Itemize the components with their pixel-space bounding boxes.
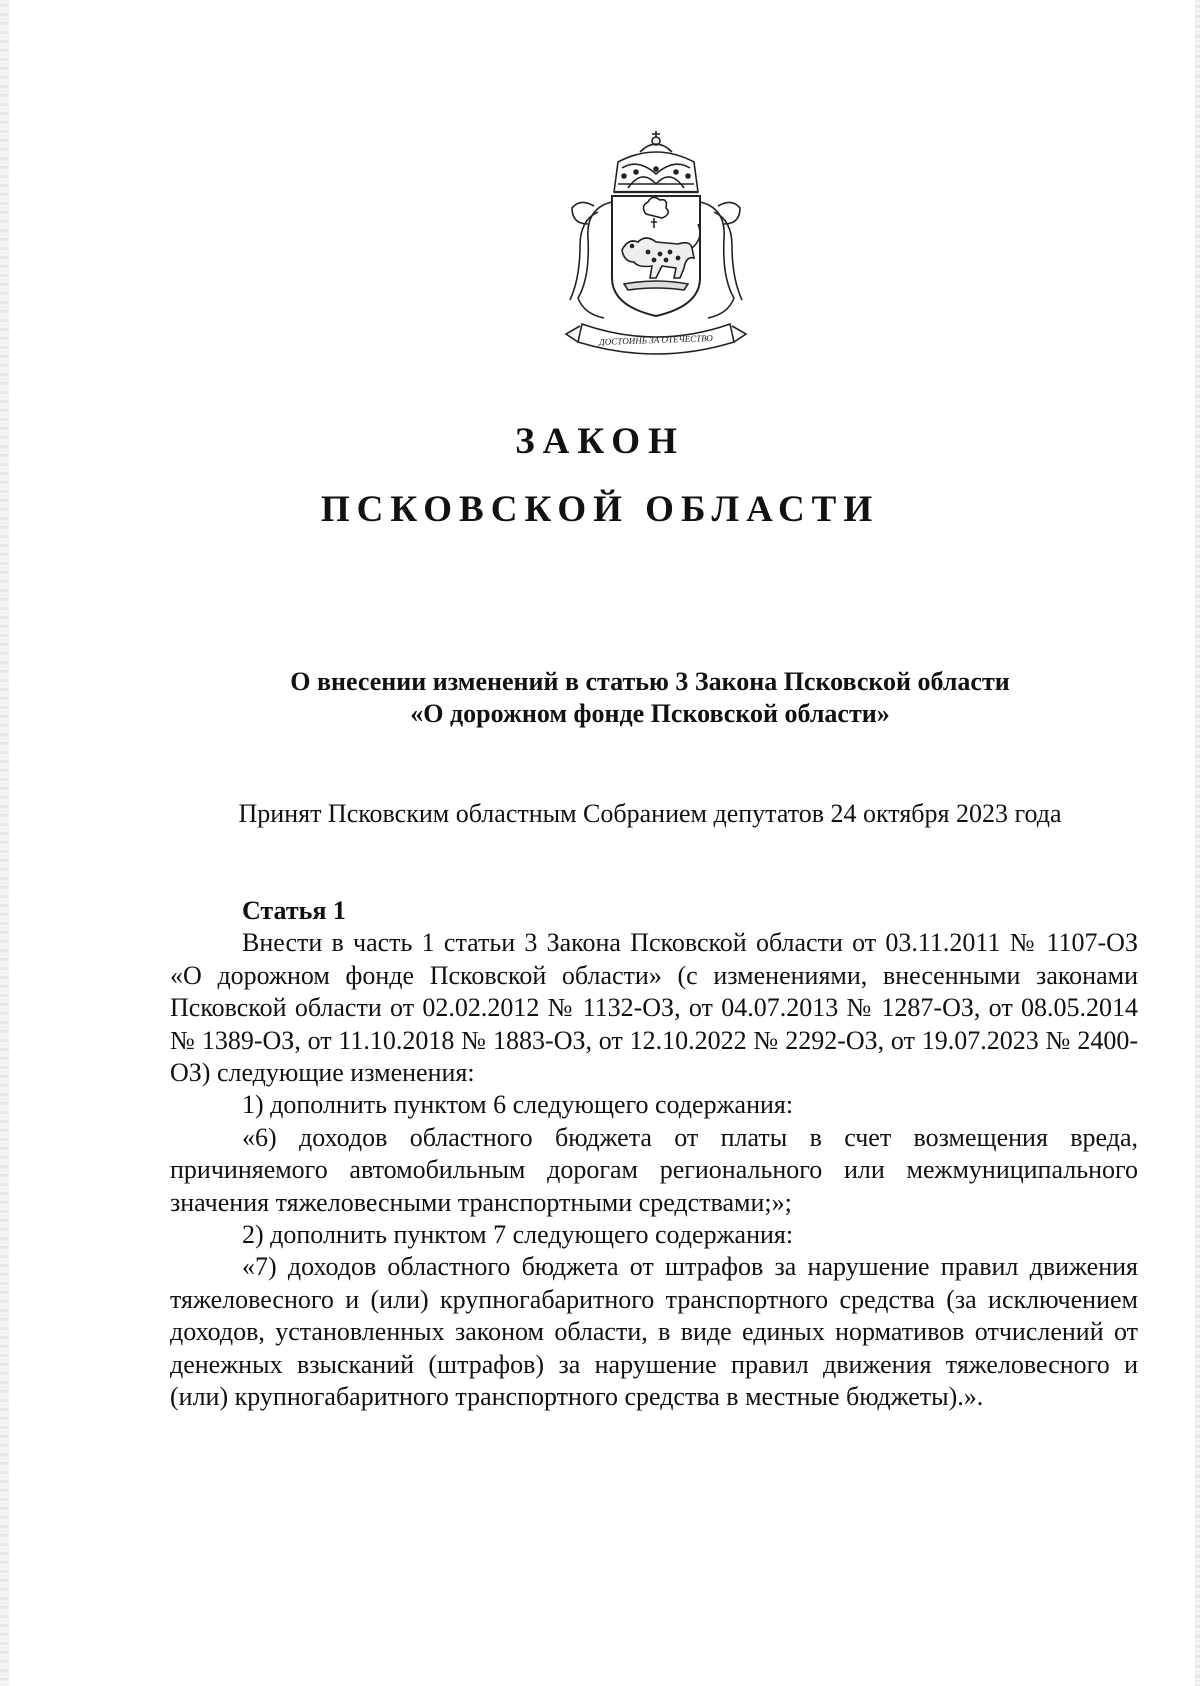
pskov-coat-of-arms-icon	[558, 128, 754, 364]
svg-text:ДОСТОИНЬ ЗА ОТЕЧЕСТВО: ДОСТОИНЬ ЗА ОТЕЧЕСТВО	[598, 333, 713, 347]
adoption-statement: Принят Псковским областным Собранием депутатов 24 октября 2023 года	[238, 799, 1062, 828]
paragraph: Внести в часть 1 статьи 3 Закона Псковской области от 03.11.2011 № 1107-ОЗ «О дорожном фонде Псковской области» (с изменениями, внесенными законами Псковской области от 02.02.2012 № 1132-ОЗ, от 04.07.2013 № 1287-ОЗ, от 08.05.2014 № 1389-ОЗ, от 11.10.2018 № 1883-ОЗ, от 12.10.2022 № 2292-ОЗ, от 19.07.2023 № 2400-ОЗ) следующие изменения:	[170, 928, 1138, 1088]
law-heading-line-1: О внесении изменений в статью 3 Закона Псковской области	[290, 667, 1010, 696]
law-heading	[170, 666, 1130, 730]
scan-edge-left	[0, 0, 9, 1686]
law-heading-line-2: «О дорожном фонде Псковской области»	[410, 699, 890, 728]
paragraph: 1) дополнить пунктом 6 следующего содержания:	[242, 1090, 794, 1120]
article-body	[170, 895, 1138, 1414]
coat-of-arms-emblem	[558, 128, 754, 364]
document-title: ЗАКОН	[515, 421, 685, 462]
scan-edge-right	[1195, 0, 1200, 1686]
paragraph: 2) дополнить пунктом 7 следующего содержания:	[242, 1220, 794, 1250]
paragraph: «6) доходов областного бюджета от платы в счет возмещения вреда, причиняемого автомобильным дорогам регионального или межмуниципального значения тяжеловесными транспортными средствами;»;	[170, 1122, 1138, 1217]
paragraph: «7) доходов областного бюджета от штрафов за нарушение правил движения тяжеловесного и (или) крупногабаритного транспортного средства (за исключением доходов, установленных законом области, в виде единых нормативов отчислений от денежных взысканий (штрафов) за нарушение правил движения тяжеловесного и (или) крупногабаритного транспортного средства в местные бюджеты).».	[170, 1252, 1138, 1412]
article-title: Статья 1	[242, 896, 346, 925]
document-subtitle: ПСКОВСКОЙ ОБЛАСТИ	[320, 489, 880, 530]
